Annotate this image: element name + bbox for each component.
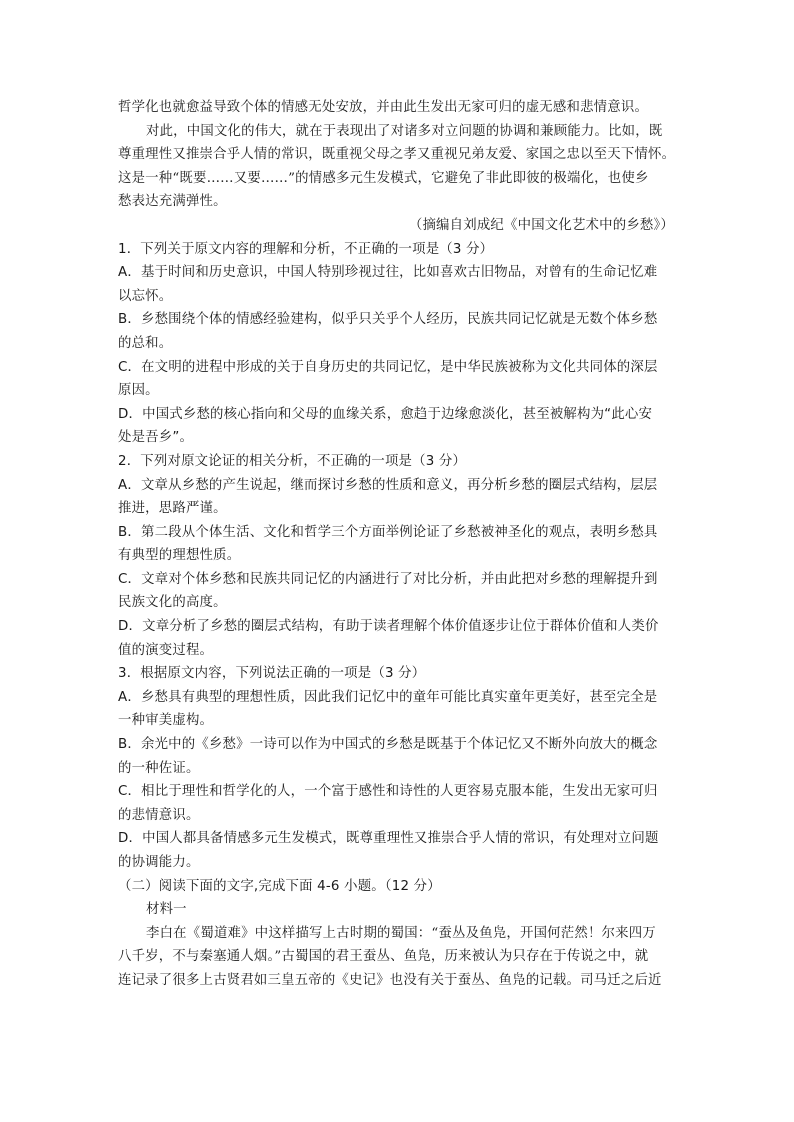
option-b-cont: 的总和。 <box>118 335 173 351</box>
passage-line: 这是一种“既要……又要……”的情感多元生发模式，它避免了非此即彼的极端化，也使乡 <box>118 170 649 186</box>
option-b: B．余光中的《乡愁》一诗可以作为中国式的乡愁是既基于个体记忆又不断外向放大的概念 <box>118 737 658 753</box>
option-b-cont: 的一种佐证。 <box>118 760 200 776</box>
passage-line: 对此，中国文化的伟大，就在于表现出了对诸多对立问题的协调和兼顾能力。比如，既 <box>146 123 663 139</box>
section-two <box>118 875 678 993</box>
question-3 <box>118 662 678 874</box>
option-b: B．第二段从个体生活、文化和哲学三个方面举例论证了乡愁被神圣化的观点，表明乡愁具 <box>118 524 658 540</box>
option-d: D．中国人都具备情感多元生发模式，既尊重理性又推崇合乎人情的常识，有处理对立问题 <box>118 831 659 847</box>
option-c: C．相比于理性和哲学化的人，一个富于感性和诗性的人更容易克服本能，生发出无家可归 <box>118 784 658 800</box>
passage-line: 八千岁，不与秦塞通人烟。”古蜀国的君王蚕丛、鱼凫，历来被认为只存在于传说之中，就 <box>118 949 649 965</box>
option-c: C．在文明的进程中形成的关于自身历史的共同记忆，是中华民族被称为文化共同体的深层 <box>118 359 658 375</box>
option-c-cont: 民族文化的高度。 <box>118 595 227 611</box>
option-c-cont: 原因。 <box>118 383 159 399</box>
passage-line: 愁表达充满弹性。 <box>118 194 227 210</box>
option-b-cont: 有典型的理想性质。 <box>118 548 241 564</box>
document-page <box>118 96 678 993</box>
option-d: D．中国式乡愁的核心指向和父母的血缘关系，愈趋于边缘愈淡化，甚至被解构为“此心安 <box>118 406 653 422</box>
option-d-cont: 处是吾乡”。 <box>118 430 194 446</box>
passage-line: 连记录了很多上古贤君如三皇五帝的《史记》也没有关于蚕丛、鱼凫的记载。司马迁之后近 <box>118 972 662 988</box>
option-d: D．文章分析了乡愁的圈层式结构，有助于读者理解个体价值逐步让位于群体价值和人类价 <box>118 619 659 635</box>
question-stem: 1．下列关于原文内容的理解和分析，不正确的一项是（3 分） <box>118 241 494 257</box>
passage-line: 尊重理性又推崇合乎人情的常识，既重视父母之孝又重视兄弟友爱、家国之忠以至天下情怀。 <box>118 147 676 163</box>
question-stem: 2．下列对原文论证的相关分析，不正确的一项是（3 分） <box>118 453 467 469</box>
option-b: B．乡愁围绕个体的情感经验建构，似乎只关乎个人经历，民族共同记忆就是无数个体乡愁 <box>118 312 658 328</box>
question-2 <box>118 450 678 662</box>
question-1 <box>118 238 678 450</box>
option-a-cont: 推进，思路严谨。 <box>118 501 227 517</box>
option-c: C．文章对个体乡愁和民族共同记忆的内涵进行了对比分析，并由此把对乡愁的理解提升到 <box>118 571 658 587</box>
option-a: A．文章从乡愁的产生说起，继而探讨乡愁的性质和意义，再分析乡愁的圈层式结构，层层 <box>118 477 658 493</box>
option-d-cont: 的协调能力。 <box>118 855 200 870</box>
passage-line: 李白在《蜀道难》中这样描写上古时期的蜀国：“蚕丛及鱼凫，开国何茫然！尔来四万 <box>146 925 656 941</box>
option-d-cont: 值的演变过程。 <box>118 642 214 658</box>
option-a: A．基于时间和历史意识，中国人特别珍视过往，比如喜欢古旧物品，对曾有的生命记忆难 <box>118 265 658 281</box>
option-a-cont: 一种审美虚构。 <box>118 713 214 729</box>
passage-line: 哲学化也就愈益导致个体的情感无处安放，并由此生发出无家可归的虚无感和悲情意识。 <box>118 100 649 115</box>
source-citation: （摘编自刘成纪《中国文化艺术中的乡愁》） <box>408 217 674 233</box>
option-c-cont: 的悲情意识。 <box>118 807 200 823</box>
section-heading: （二）阅读下面的文字,完成下面 4-6 小题。（12 分） <box>118 878 441 894</box>
passage-one <box>118 96 678 238</box>
option-a-cont: 以忘怀。 <box>118 288 173 304</box>
question-stem: 3．根据原文内容，下列说法正确的一项是（3 分） <box>118 666 426 682</box>
material-label: 材料一 <box>146 902 187 918</box>
option-a: A．乡愁具有典型的理想性质，因此我们记忆中的童年可能比真实童年更美好，甚至完全是 <box>118 689 658 705</box>
